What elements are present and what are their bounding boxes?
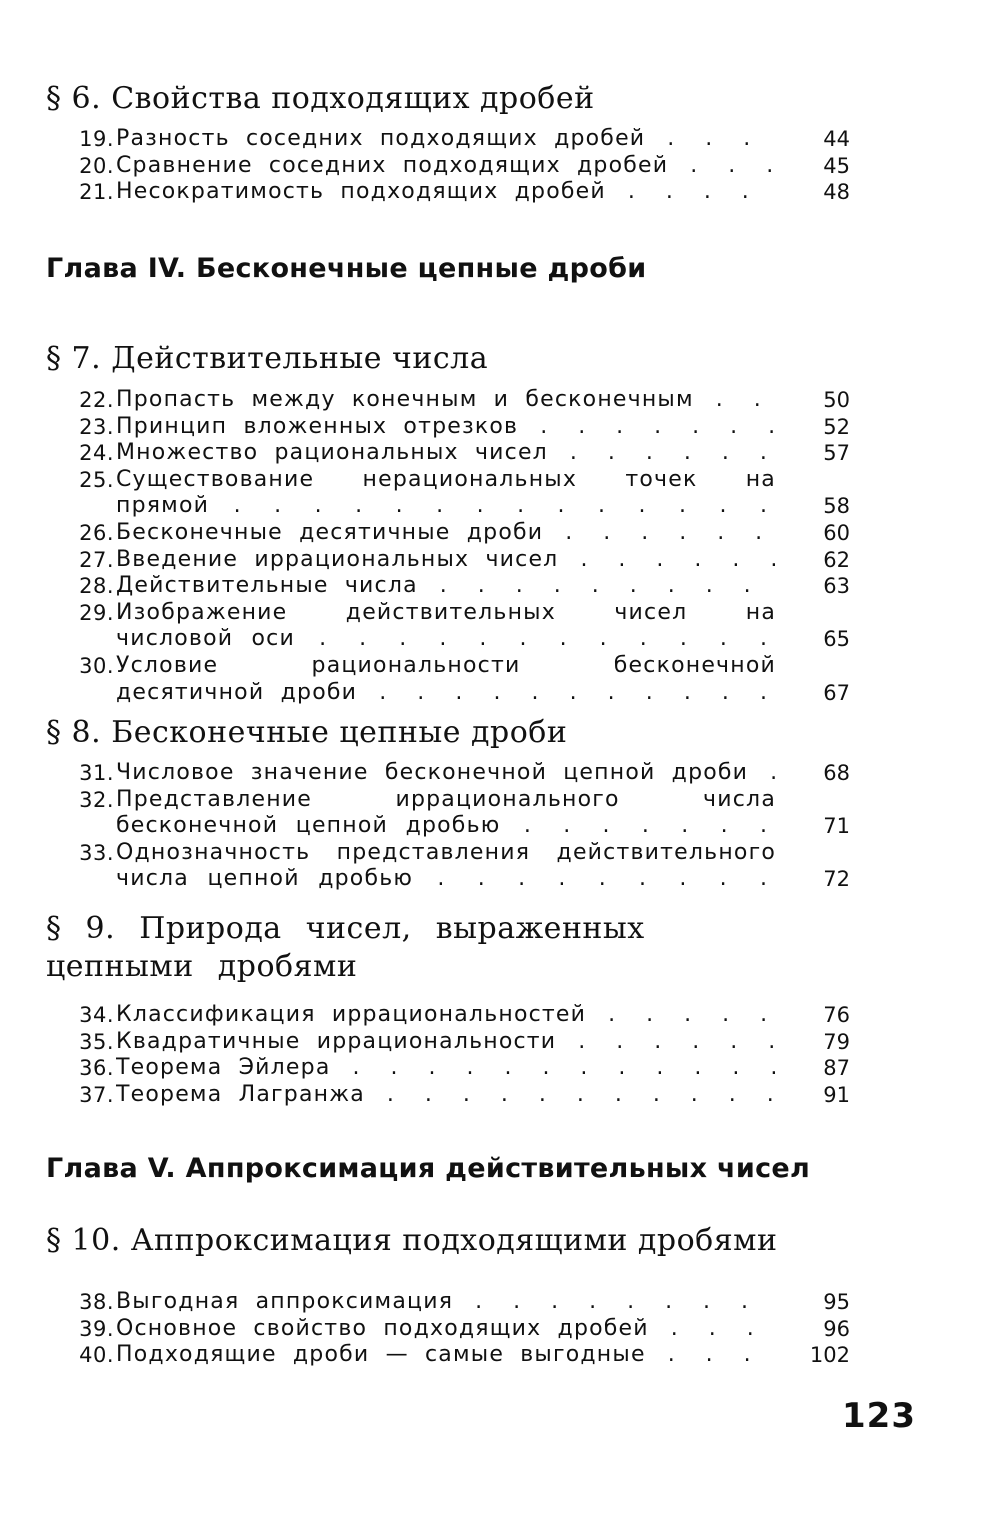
toc-entry[interactable]	[58, 1055, 850, 1082]
toc-entry[interactable]	[58, 653, 850, 706]
entry-title: Классификация иррациональностей . . .	[116, 1002, 776, 1029]
entry-title: Условие рациональности бесконечной десятичной дроби . . .	[116, 653, 776, 706]
entry-number: 31.	[79, 761, 114, 785]
entry-page: 102	[809, 1343, 850, 1368]
entry-page: 95	[823, 1290, 850, 1314]
entry-title: Числовое значение бесконечной цепной дроби . . .	[116, 760, 776, 787]
entry-page: 50	[823, 388, 850, 412]
toc-entry[interactable]	[58, 1002, 850, 1029]
toc-entry[interactable]	[58, 547, 850, 574]
toc-entry[interactable]	[58, 467, 850, 520]
section-title: § 10. Аппроксимация подходящими дробями	[46, 1223, 778, 1258]
toc-entry[interactable]	[58, 440, 850, 467]
toc-entry[interactable]	[58, 573, 850, 600]
entry-page: 71	[823, 814, 850, 839]
toc-entry[interactable]	[58, 414, 850, 441]
entry-page: 48	[823, 180, 850, 205]
section-title: § 7. Действительные числа	[46, 341, 489, 376]
chapter-title: Глава IV. Бесконечные цепные дроби	[46, 253, 647, 284]
entry-page: 87	[823, 1056, 850, 1081]
toc-entry[interactable]	[58, 1082, 850, 1109]
toc-entry[interactable]	[58, 126, 850, 153]
entry-number: 25.	[79, 467, 114, 492]
entry-number: 26.	[79, 520, 114, 545]
section-title: § 8. Бесконечные цепные дроби	[46, 715, 568, 750]
toc-entry[interactable]	[58, 840, 850, 893]
entry-number: 33.	[79, 840, 114, 865]
entry-page: 63	[823, 574, 850, 599]
entry-number: 28.	[79, 574, 114, 599]
toc-list	[58, 760, 850, 893]
page-number: 123	[842, 1396, 916, 1436]
toc-entry[interactable]	[58, 1029, 850, 1056]
entry-page: 68	[823, 761, 850, 785]
entry-number: 38.	[79, 1290, 114, 1314]
entry-title: Пропасть между конечным и бесконечным . . .	[116, 387, 776, 414]
entry-title: Принцип вложенных отрезков . . .	[116, 414, 776, 441]
toc-entry[interactable]	[58, 1342, 850, 1369]
section-title: § 6. Свойства подходящих дробей	[46, 81, 595, 116]
entry-title: Представление иррационального числа бесконечной цепной дробью . . .	[116, 787, 776, 840]
toc-list	[58, 1002, 850, 1108]
entry-title: Теорема Лагранжа . . .	[116, 1082, 776, 1109]
entry-number: 37.	[79, 1082, 114, 1107]
entry-number: 24.	[79, 441, 114, 466]
section-title: § 9. Природа чисел, выраженных цепными дробями	[46, 911, 645, 984]
entry-number: 20.	[79, 153, 114, 178]
entry-title: Разность соседних подходящих дробей . . .	[116, 126, 776, 153]
entry-title: Изображение действительных чисел на числовой оси . . .	[116, 600, 776, 653]
entry-page: 79	[823, 1029, 850, 1054]
entry-title: Подходящие дроби — самые выгодные . . .	[116, 1342, 776, 1369]
entry-number: 22.	[79, 388, 114, 412]
entry-number: 36.	[79, 1056, 114, 1081]
entry-page: 65	[823, 627, 850, 652]
entry-title: Действительные числа . . .	[116, 573, 776, 600]
entry-page: 60	[823, 520, 850, 545]
toc-entry[interactable]	[58, 179, 850, 206]
entry-page: 72	[823, 867, 850, 892]
toc-entry[interactable]	[58, 153, 850, 180]
entry-title: Бесконечные десятичные дроби . . .	[116, 520, 776, 547]
entry-title: Теорема Эйлера . . .	[116, 1055, 776, 1082]
entry-title: Основное свойство подходящих дробей . . .	[116, 1316, 776, 1343]
toc-list	[58, 1289, 850, 1369]
toc-entry[interactable]	[58, 760, 850, 787]
toc-list	[58, 387, 850, 706]
entry-page: 44	[823, 127, 850, 151]
chapter-title: Глава V. Аппроксимация действительных чисел	[46, 1153, 811, 1184]
toc-entry[interactable]	[58, 387, 850, 414]
entry-title: Однозначность представления действительного числа цепной дробью . . .	[116, 840, 776, 893]
entry-title: Выгодная аппроксимация . . .	[116, 1289, 776, 1316]
entry-number: 30.	[79, 653, 114, 678]
entry-number: 19.	[79, 127, 114, 151]
entry-title: Множество рациональных чисел . . .	[116, 440, 776, 467]
entry-number: 40.	[79, 1343, 114, 1368]
entry-number: 21.	[79, 180, 114, 205]
entry-title: Квадратичные иррациональности . . .	[116, 1029, 776, 1056]
toc-entry[interactable]	[58, 1316, 850, 1343]
entry-page: 45	[823, 153, 850, 178]
entry-page: 76	[823, 1003, 850, 1027]
entry-title: Существование нерациональных точек на прямой . . .	[116, 467, 776, 520]
entry-page: 96	[823, 1316, 850, 1341]
entry-number: 29.	[79, 600, 114, 625]
entry-page: 57	[823, 441, 850, 466]
toc-entry[interactable]	[58, 520, 850, 547]
entry-number: 35.	[79, 1029, 114, 1054]
toc-entry[interactable]	[58, 787, 850, 840]
entry-title: Введение иррациональных чисел . . .	[116, 547, 776, 574]
entry-number: 32.	[79, 787, 114, 812]
entry-title: Сравнение соседних подходящих дробей . . .	[116, 153, 776, 180]
entry-page: 67	[823, 680, 850, 705]
entry-number: 39.	[79, 1316, 114, 1341]
toc-entry[interactable]	[58, 1289, 850, 1316]
entry-page: 91	[823, 1082, 850, 1107]
entry-page: 62	[823, 547, 850, 572]
entry-page: 52	[823, 414, 850, 439]
entry-title: Несократимость подходящих дробей . . .	[116, 179, 776, 206]
entry-number: 27.	[79, 547, 114, 572]
entry-page: 58	[823, 494, 850, 519]
entry-number: 23.	[79, 414, 114, 439]
entry-number: 34.	[79, 1003, 114, 1027]
toc-list	[58, 126, 850, 206]
toc-entry[interactable]	[58, 600, 850, 653]
